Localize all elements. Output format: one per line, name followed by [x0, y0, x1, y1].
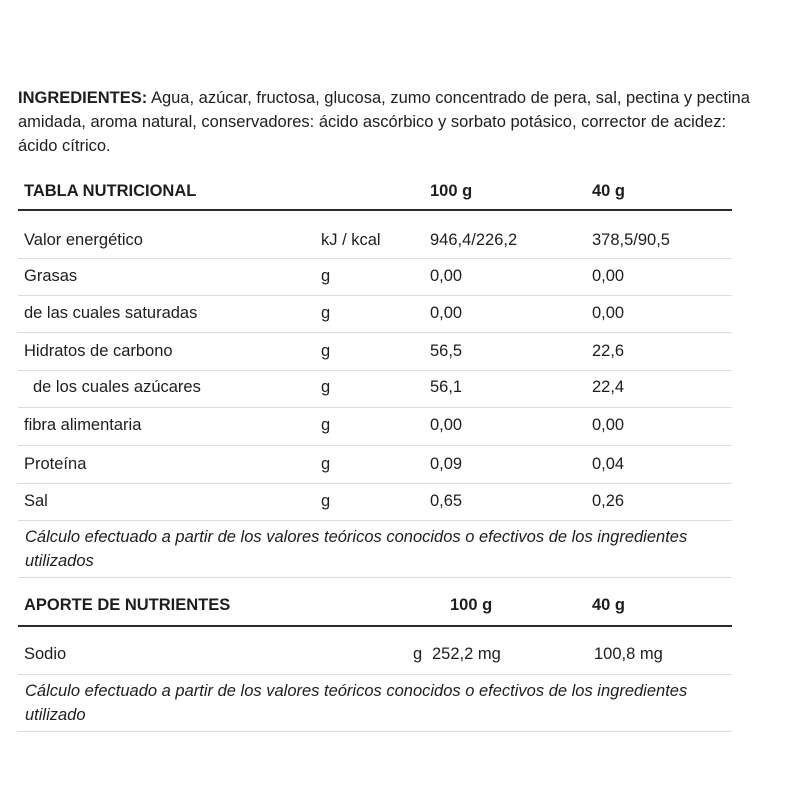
nutrient-value-100g: 0,00	[430, 304, 463, 322]
nutrient-unit: g	[321, 455, 331, 473]
nutrient-value-40g: 0,26	[592, 492, 625, 510]
nutrition-row	[18, 371, 732, 408]
ingredients-list: Agua, azúcar, fructosa, glucosa, zumo concentrado de pera, sal, pectina y pectina amidada, aroma natural, conservadores: ácido ascórbico y sorbato potásico, corrector de acidez: ácido cítrico.	[18, 89, 750, 155]
nutrition-row	[18, 446, 732, 484]
nutrients-table	[18, 590, 732, 732]
nutrient-value-40g: 0,00	[592, 267, 625, 285]
nutrition-row	[18, 333, 732, 371]
nutrient-value-40g: 100,8 mg	[594, 645, 663, 663]
nutrition-row	[18, 408, 732, 446]
nutrient-name: de las cuales saturadas	[24, 304, 198, 322]
nutrition-row	[18, 259, 732, 296]
nutrient-name: Hidratos de carbono	[24, 342, 173, 360]
nutrients-col-40g: 40 g	[592, 596, 626, 614]
nutrient-unit: g	[413, 645, 423, 663]
nutrients-row	[18, 627, 732, 675]
nutrition-header-row	[18, 174, 732, 211]
nutrient-name: Grasas	[24, 267, 78, 285]
nutrition-row	[18, 484, 732, 521]
nutrient-value-100g: 0,09	[430, 455, 463, 473]
nutrient-unit: g	[321, 378, 331, 396]
ingredients-text	[18, 86, 758, 158]
nutrients-footnote: Cálculo efectuado a partir de los valores teóricos conocidos o efectivos de los ingredientes utilizado	[18, 675, 732, 732]
nutrient-name: Proteína	[24, 455, 87, 473]
nutrient-name: Sal	[24, 492, 48, 510]
nutrient-value-100g: 56,5	[430, 342, 463, 360]
nutrient-unit: kJ / kcal	[321, 231, 381, 249]
nutrient-value-40g: 0,00	[592, 416, 625, 434]
nutrient-name: Sodio	[24, 645, 67, 663]
nutrition-col-100g: 100 g	[430, 182, 473, 200]
nutrient-unit: g	[321, 416, 331, 434]
nutrients-col-100g: 100 g	[450, 596, 493, 614]
nutrition-col-40g: 40 g	[592, 182, 626, 200]
nutrient-value-100g: 56,1	[430, 378, 463, 396]
nutrient-unit: g	[321, 304, 331, 322]
nutrient-value-100g: 0,00	[430, 267, 463, 285]
nutrient-value-100g: 0,65	[430, 492, 463, 510]
nutrient-value-100g: 252,2 mg	[432, 645, 501, 663]
nutrition-row	[18, 211, 732, 259]
nutrient-value-100g: 946,4/226,2	[430, 231, 518, 249]
nutrient-name: de los cuales azúcares	[33, 378, 201, 396]
nutrient-name: Valor energético	[24, 231, 143, 249]
nutrient-value-40g: 0,00	[592, 304, 625, 322]
nutrients-header-row	[18, 590, 732, 627]
nutrient-name: fibra alimentaria	[24, 416, 142, 434]
nutrition-footnote: Cálculo efectuado a partir de los valores teóricos conocidos o efectivos de los ingredientes utilizados	[18, 521, 732, 578]
nutrition-title: TABLA NUTRICIONAL	[24, 182, 197, 200]
nutrient-value-40g: 22,4	[592, 378, 625, 396]
nutrient-value-40g: 378,5/90,5	[592, 231, 670, 249]
nutrient-unit: g	[321, 267, 331, 285]
nutrient-value-40g: 22,6	[592, 342, 625, 360]
nutrient-value-40g: 0,04	[592, 455, 625, 473]
nutrient-value-100g: 0,00	[430, 416, 463, 434]
nutrient-unit: g	[321, 342, 331, 360]
nutrient-unit: g	[321, 492, 331, 510]
nutrition-table	[18, 174, 732, 578]
nutrition-row	[18, 296, 732, 333]
nutrients-title: APORTE DE NUTRIENTES	[24, 596, 231, 614]
ingredients-label: INGREDIENTES:	[18, 89, 148, 107]
